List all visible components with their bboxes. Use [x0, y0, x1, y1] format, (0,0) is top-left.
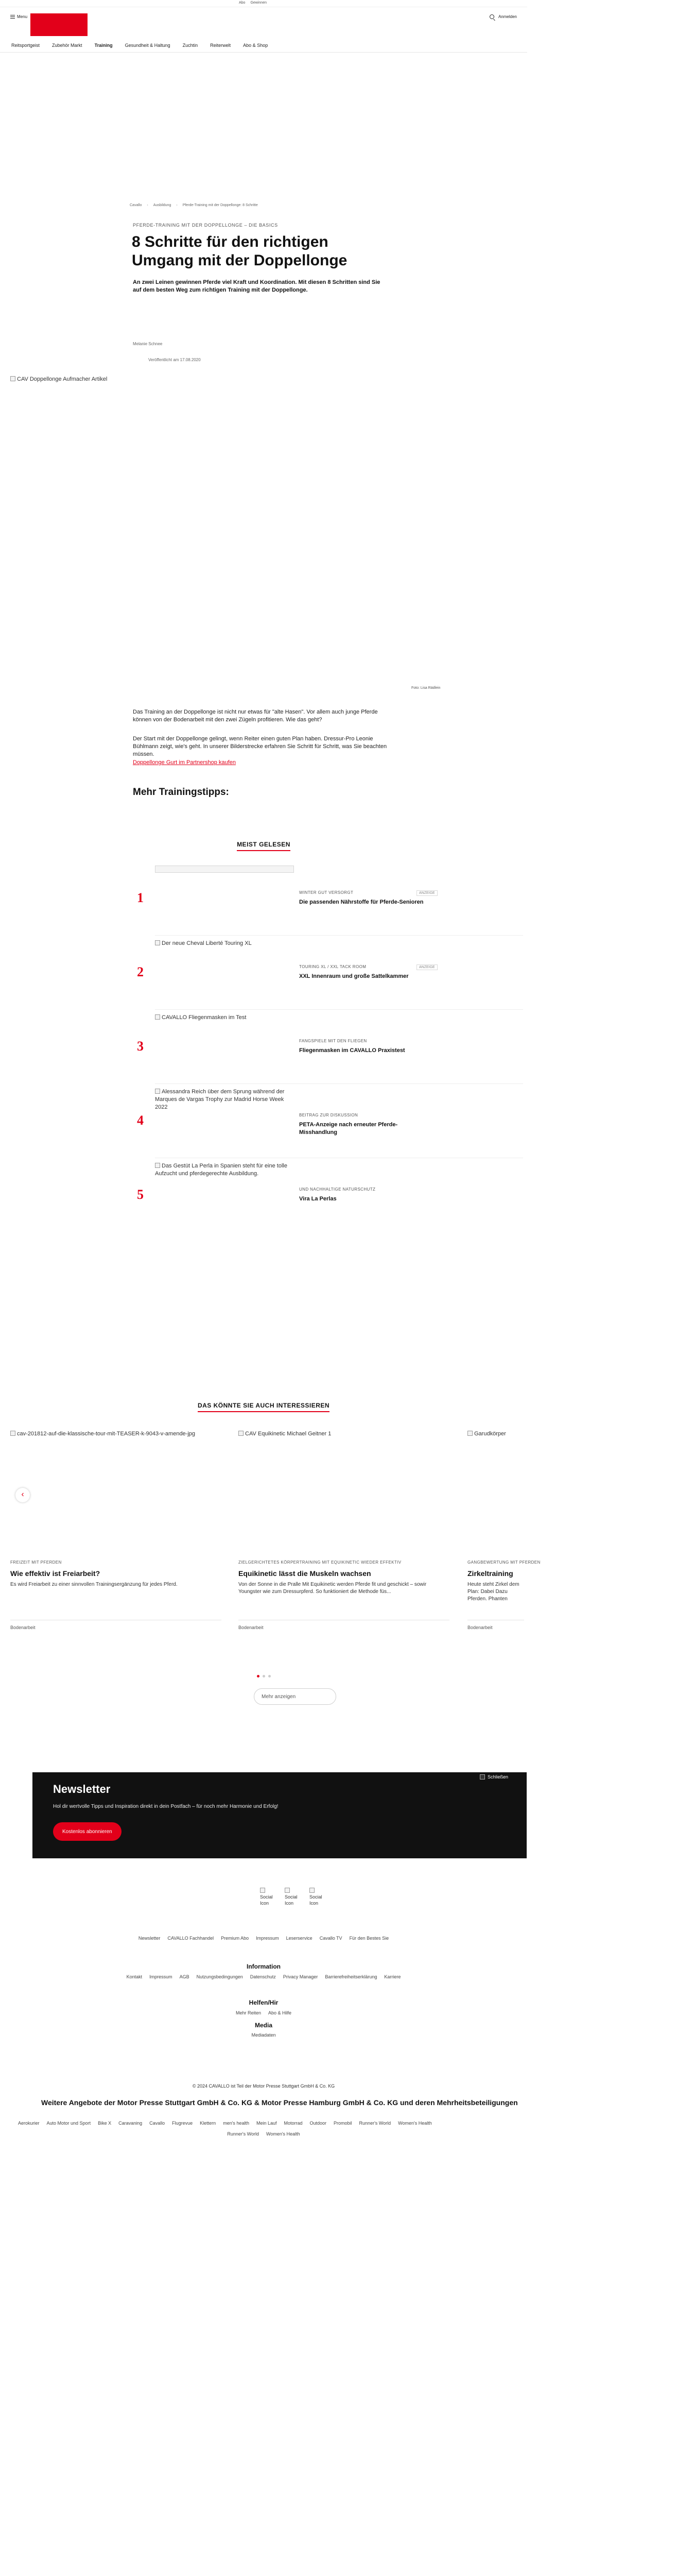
more-tips-heading: Mehr Trainingstipps:	[133, 787, 229, 798]
card-image-alt: CAV Equikinetic Michael Geitner 1	[245, 1431, 332, 1437]
breadcrumb-home[interactable]: Cavallo	[130, 204, 142, 207]
publisher-link[interactable]: men's health	[223, 2121, 249, 2126]
footer-link[interactable]: Leserservice	[286, 1936, 313, 1941]
footer-link[interactable]: Karriere	[384, 1974, 401, 1979]
rank-kicker: UND NACHHALTIGE NATURSCHUTZ	[299, 1187, 376, 1192]
related-card[interactable]	[238, 1430, 465, 1657]
carousel-pagination	[0, 1675, 527, 1677]
card-kicker: FREIZEIT MIT PFERDEN	[10, 1560, 62, 1565]
social-link-label: Social Icon	[309, 1894, 322, 1906]
main-nav-list	[11, 43, 268, 48]
show-more-button[interactable]: Mehr anzeigen	[254, 1688, 336, 1705]
related-card[interactable]	[467, 1430, 541, 1657]
footer-link[interactable]: Kontakt	[126, 1974, 143, 1979]
nav-item-zucht[interactable]: Zuchtin	[182, 43, 198, 48]
card-image-alt: cav-201812-auf-die-klassische-tour-mit-TEASER-k-9043-v-amende-jpg	[17, 1431, 196, 1437]
publisher-links-secondary	[0, 2131, 527, 2137]
publisher-heading: Weitere Angebote der Motor Presse Stuttgart GmbH & Co. KG & Motor Presse Hamburg GmbH & Co. KG und deren Mehrheitsbeteiligungen	[41, 2098, 518, 2107]
publisher-link[interactable]: Motorrad	[284, 2121, 303, 2126]
carousel-dot[interactable]	[257, 1675, 259, 1677]
nav-item-abo-shop[interactable]: Abo & Shop	[243, 43, 268, 48]
hero-image	[10, 376, 505, 685]
social-link[interactable]	[260, 1888, 272, 1906]
publisher-link[interactable]: Mein Lauf	[256, 2121, 277, 2126]
top-utility-links	[239, 1, 267, 5]
publisher-link[interactable]: Flugrevue	[172, 2121, 193, 2126]
rank-number: 4	[137, 1113, 144, 1128]
social-link-label: Social Icon	[285, 1894, 298, 1906]
social-icon	[260, 1888, 265, 1893]
rank-kicker: TOURING XL / XXL TACK ROOM	[299, 964, 367, 969]
footer-link[interactable]: Premium Abo	[221, 1936, 249, 1941]
footer-link[interactable]: Abo & Hilfe	[268, 2010, 292, 2015]
topbar-link-gewinnen[interactable]: Gewinnen	[250, 1, 267, 5]
rank-thumbnail-alt: Alessandra Reich über dem Sprung während der Marques de Vargas Trophy zur Madrid Horse Week 2022	[155, 1089, 285, 1110]
publisher-link[interactable]: Runner's World	[359, 2121, 391, 2126]
most-read-item[interactable]	[137, 936, 523, 1010]
newsletter-text: Hol dir wertvolle Tipps und Inspiration direkt in dein Postfach – für noch mehr Harmonie und Erfolg!	[53, 1804, 279, 1809]
rank-title[interactable]: Die passenden Nährstoffe für Pferde-Senioren	[299, 899, 424, 905]
footer-links-help	[0, 2010, 527, 2015]
footer-link[interactable]: Impressum	[149, 1974, 172, 1979]
rank-kicker: FANGSPIELE MIT DEN FLIEGEN	[299, 1039, 367, 1043]
rank-thumbnail[interactable]	[155, 1088, 294, 1150]
article-headline: 8 Schritte für den richtigen Umgang mit der Doppellonge	[132, 233, 348, 269]
menu-label: Menu	[17, 14, 28, 19]
footer-link[interactable]: Mehr Reiten	[235, 2010, 261, 2015]
footer-links-primary	[0, 1936, 527, 1941]
ad-badge: ANZEIGE	[417, 890, 438, 896]
card-image-alt: Garudkörper	[474, 1431, 506, 1437]
rank-thumbnail-alt: Das Gestüt La Perla in Spanien steht für eine tolle Aufzucht und pferdegerechte Ausbildung.	[155, 1163, 287, 1177]
footer-heading-information: Information	[247, 1963, 281, 1970]
broken-image-icon	[155, 1014, 160, 1020]
rank-title[interactable]: PETA-Anzeige nach erneuter Pferde-Misshandlung	[299, 1122, 398, 1136]
newsletter-title: Newsletter	[53, 1783, 111, 1795]
login-link[interactable]: Anmelden	[498, 14, 517, 19]
most-read-item[interactable]	[137, 1010, 523, 1084]
nav-item-training[interactable]: Training	[94, 43, 113, 48]
publisher-links	[18, 2121, 523, 2126]
card-category[interactable]: Bodenarbeit	[10, 1625, 36, 1630]
broken-image-icon	[10, 376, 15, 381]
social-link-label: Social Icon	[260, 1894, 273, 1906]
rank-number: 5	[137, 1187, 144, 1202]
hero-alt-text: CAV Doppellonge Aufmacher Artikel	[17, 376, 108, 382]
most-read-title-text: MEIST GELESEN	[237, 841, 290, 851]
newsletter-close-label: Schließen	[487, 1774, 508, 1780]
most-read-item[interactable]	[137, 1158, 523, 1232]
footer-heading-help: Helfen/Hir	[249, 1999, 279, 2006]
footer-link[interactable]: Mediadaten	[251, 2032, 276, 2038]
hamburger-icon	[10, 15, 15, 19]
partner-shop-link[interactable]: Doppellonge Gurt im Partnershop kaufen	[133, 759, 236, 766]
rank-thumbnail[interactable]	[155, 866, 294, 873]
publisher-link[interactable]: Caravaning	[118, 2121, 143, 2126]
interest-title	[0, 1402, 527, 1409]
publisher-link[interactable]: Cavallo	[149, 2121, 165, 2126]
rank-kicker: WINTER GUT VERSORGT	[299, 890, 354, 895]
publisher-link[interactable]: Promobil	[334, 2121, 352, 2126]
breadcrumb-separator: ›	[147, 204, 148, 207]
social-icon	[309, 1888, 315, 1893]
close-icon	[480, 1774, 485, 1780]
search-icon[interactable]	[490, 14, 494, 19]
rank-thumbnail-alt: Der neue Cheval Liberté Touring XL	[162, 940, 252, 946]
broken-image-icon	[155, 940, 160, 945]
footer-link[interactable]: AGB	[179, 1974, 189, 1979]
broken-image-icon	[238, 1431, 244, 1436]
most-read-item[interactable]	[137, 861, 523, 936]
menu-button[interactable]	[10, 14, 27, 19]
card-title[interactable]: Equikinetic lässt die Muskeln wachsen	[238, 1569, 371, 1578]
card-kicker: GANGBEWERTUNG MIT PFERDEN	[467, 1560, 541, 1565]
card-image[interactable]	[238, 1430, 465, 1554]
article-author[interactable]: Melanie Schnee	[133, 342, 163, 346]
publisher-link[interactable]: Auto Motor und Sport	[46, 2121, 91, 2126]
footer-link[interactable]: Datenschutz	[250, 1974, 276, 1979]
broken-image-icon	[155, 1163, 160, 1168]
rank-number: 3	[137, 1039, 144, 1054]
nav-item-reitsportgeist[interactable]: Reitsportgeist	[11, 43, 40, 48]
social-links	[260, 1888, 322, 1906]
breadcrumb-separator: ›	[176, 204, 178, 207]
rank-thumbnail[interactable]	[155, 1162, 294, 1224]
footer-links-media	[0, 2032, 527, 2038]
main-navigation	[0, 38, 527, 53]
interest-title-text: DAS KÖNNTE SIE AUCH INTERESSIEREN	[198, 1402, 329, 1412]
rank-thumbnail[interactable]	[155, 940, 294, 1002]
top-utility-bar	[0, 0, 527, 7]
publisher-link[interactable]: Aerokurier	[18, 2121, 40, 2126]
social-link[interactable]	[309, 1888, 322, 1906]
rank-title[interactable]: Vira La Perlas	[299, 1196, 337, 1202]
newsletter-close-button[interactable]	[480, 1774, 508, 1780]
footer-link[interactable]: CAVALLO Fachhandel	[167, 1936, 214, 1941]
breadcrumb-section[interactable]: Ausbildung	[153, 204, 171, 207]
site-logo[interactable]	[30, 13, 88, 36]
rank-title[interactable]: XXL Innenraum und große Sattelkammer	[299, 973, 409, 979]
card-title[interactable]: Zirkeltraining	[467, 1569, 513, 1578]
ad-badge: ANZEIGE	[417, 964, 438, 970]
broken-image-icon	[155, 1089, 160, 1094]
rank-title[interactable]: Fliegenmasken im CAVALLO Praxistest	[299, 1047, 405, 1054]
footer-link[interactable]: Cavallo TV	[319, 1936, 342, 1941]
card-category[interactable]: Bodenarbeit	[467, 1625, 493, 1630]
card-image[interactable]	[467, 1430, 694, 1554]
carousel-dot[interactable]	[263, 1675, 265, 1677]
footer-link[interactable]: Impressum	[256, 1936, 279, 1941]
breadcrumb-current: Pferde-Training mit der Doppellonge: 8 Schritte	[182, 204, 258, 207]
publisher-link[interactable]: Bike X	[98, 2121, 112, 2126]
header-actions	[490, 14, 517, 19]
photo-credit: Foto: Lisa Rädlein	[411, 686, 441, 690]
related-card[interactable]	[10, 1430, 237, 1657]
footer-link[interactable]: Nutzungsbedingungen	[196, 1974, 243, 1979]
topbar-link-abo[interactable]: Abo	[239, 1, 246, 5]
footer-heading-media: Media	[254, 2022, 272, 2029]
article-lead: An zwei Leinen gewinnen Pferde viel Kraft und Koordination. Mit diesen 8 Schritten sind Sie auf dem besten Weg zum richtigen Training mit der Doppellonge.	[133, 279, 380, 293]
card-teaser: Heute steht Zirkel dem Plan: Dabei Dazu Pferden. Phanten	[467, 1582, 519, 1602]
social-icon	[285, 1888, 290, 1893]
article-kicker: PFERDE-TRAINING MIT DER DOPPELLONGE – DIE BASICS	[133, 223, 278, 228]
footer-link[interactable]: Für den Bestes Sie	[349, 1936, 389, 1941]
publisher-link[interactable]: Klettern	[200, 2121, 216, 2126]
article-paragraph: Das Training an der Doppellonge ist nicht nur etwas für "alte Hasen". Vor allem auch junge Pferde können von der Bodenarbeit mit den zwei Zügeln profitieren. Wie das geht?	[133, 709, 378, 723]
rank-number: 2	[137, 964, 144, 979]
publisher-link[interactable]: Outdoor	[309, 2121, 327, 2126]
nav-item-zubehoer[interactable]: Zubehör Markt	[52, 43, 82, 48]
related-carousel	[0, 1430, 541, 1672]
broken-image-icon	[467, 1431, 473, 1436]
newsletter-banner	[32, 1772, 527, 1858]
card-kicker: ZIELGERICHTETES KÖRPERTRAINING MIT EQUIKINETIC WIEDER EFFEKTIV	[238, 1560, 402, 1565]
rank-kicker: BEITRAG ZUR DISKUSSION	[299, 1113, 358, 1117]
publisher-link[interactable]: Women's Health	[266, 2131, 300, 2137]
hero-image-alt	[10, 376, 107, 382]
card-category[interactable]: Bodenarbeit	[238, 1625, 264, 1630]
nav-item-gesundheit[interactable]: Gesundheit & Haltung	[125, 43, 170, 48]
card-title[interactable]: Wie effektiv ist Freiarbeit?	[10, 1569, 100, 1578]
carousel-prev-button[interactable]	[15, 1488, 30, 1502]
footer-link[interactable]: Privacy Manager	[283, 1974, 318, 1979]
social-link[interactable]	[285, 1888, 297, 1906]
broken-image-icon	[10, 1431, 15, 1436]
newsletter-subscribe-button[interactable]: Kostenlos abonnieren	[53, 1822, 122, 1841]
card-teaser: Von der Sonne in die Pralle Mit Equikinetic werden Pferde fit und geschickt – sowir Youngster wie zum Dressurpferd. So funktioniert die Methode füs...	[238, 1582, 427, 1595]
publisher-link[interactable]: Runner's World	[227, 2131, 259, 2137]
article-date: Veröffentlicht am 17.08.2020	[148, 358, 201, 362]
footer-links-information	[0, 1974, 527, 1979]
rank-number: 1	[137, 890, 144, 905]
carousel-dot[interactable]	[268, 1675, 271, 1677]
most-read-title	[0, 841, 527, 848]
most-read-item[interactable]	[137, 1084, 523, 1158]
publisher-link[interactable]: Women's Health	[398, 2121, 432, 2126]
footer-link[interactable]: Barrierefreiheitserklärung	[325, 1974, 377, 1979]
footer-link[interactable]: Newsletter	[138, 1936, 161, 1941]
nav-item-reiterwelt[interactable]: Reiterwelt	[210, 43, 231, 48]
article-paragraph: Der Start mit der Doppellonge gelingt, wenn Reiter einen guten Plan haben. Dressur-Pro Leonie Bühlmann zeigt, wie's geht. In unserer Bilderstrecke erfahren Sie Schritt für Schritt, was Sie beachten müssen.	[133, 736, 387, 757]
rank-thumbnail-alt: CAVALLO Fliegenmasken im Test	[162, 1014, 247, 1021]
chevron-left-icon: ‹	[21, 1490, 24, 1499]
card-teaser: Es wird Freiarbeit zu einer sinnvollen Trainingsergänzung für jedes Pferd.	[10, 1582, 178, 1587]
breadcrumb	[130, 204, 258, 207]
rank-thumbnail[interactable]	[155, 1014, 294, 1076]
card-image[interactable]	[10, 1430, 237, 1554]
copyright-notice: © 2024 CAVALLO ist Teil der Motor Presse Stuttgart GmbH & Co. KG	[192, 2083, 335, 2089]
